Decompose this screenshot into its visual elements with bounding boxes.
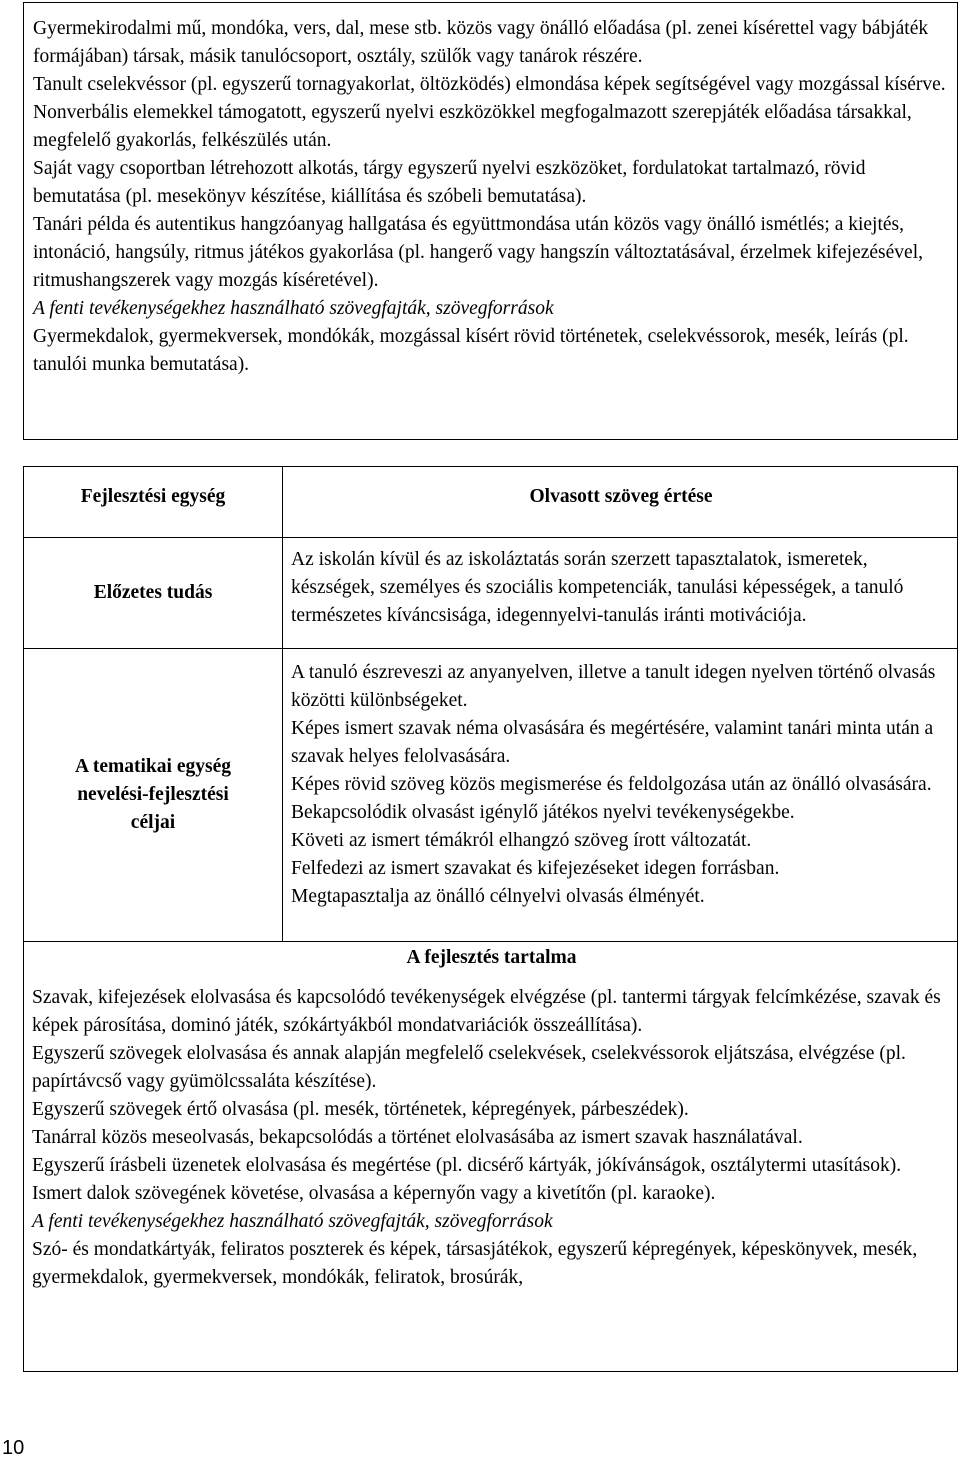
unit-label-cell: [24, 467, 283, 538]
unit-title-cell: [283, 467, 958, 538]
page-number: 10: [2, 1437, 25, 1459]
goal-item: Megtapasztalja az önálló célnyelvi olvasás élményét.: [291, 886, 705, 907]
development-content-cell: [24, 942, 958, 1372]
unit-title: Olvasott szöveg értése: [529, 486, 713, 507]
prior-knowledge-label-cell: [24, 538, 283, 649]
table-row: [24, 942, 958, 1372]
text-types-heading: A fenti tevékenységekhez használható szövegfajták, szövegforrások: [33, 298, 554, 319]
goal-item: Követi az ismert témákról elhangzó szöveg írott változatát.: [291, 830, 752, 851]
paragraph: Gyermekirodalmi mű, mondóka, vers, dal, mese stb. közös vagy önálló előadása (pl. zenei kísérettel vagy bábjáték formájában) társak, másik tanulócsoport, osztály, szülők vagy tanárok részére.: [33, 18, 929, 67]
prior-knowledge-label: Előzetes tudás: [93, 582, 213, 603]
goal-item: Bekapcsolódik olvasást igénylő játékos nyelvi tevékenységekbe.: [291, 802, 795, 823]
goal-item: Felfedezi az ismert szavakat és kifejezéseket idegen forrásban.: [291, 858, 780, 879]
content-item: Ismert dalok szövegének követése, olvasása a képernyőn vagy a kivetítőn (pl. karaoke).: [32, 1183, 716, 1204]
content-item: Egyszerű írásbeli üzenetek elolvasása és megértése (pl. dicsérő kártyák, jókívánságok, osztálytermi utasítások).: [32, 1155, 902, 1176]
prior-knowledge-cell: [283, 538, 958, 649]
content-item: Szavak, kifejezések elolvasása és kapcsolódó tevékenységek elvégzése (pl. tantermi tárgyak felcímkézése, szavak és képek párosítása, dominó játék, szókártyákból mondatvariációk összeállítása).: [32, 987, 941, 1036]
content-item: Tanárral közös meseolvasás, bekapcsolódás a történet elolvasásába az ismert szavak használatával.: [32, 1127, 803, 1148]
table-row: [24, 467, 958, 538]
development-unit-table: [23, 466, 958, 1372]
goal-item: Képes rövid szöveg közös megismerése és feldolgozása után az önálló olvasására.: [291, 774, 932, 795]
table-row: [24, 649, 958, 942]
content-item: Egyszerű szövegek elolvasása és annak alapján megfelelő cselekvések, cselekvéssorok eljátszása, elvégzése (pl. papírtávcső vagy gyümölcssaláta készítése).: [32, 1043, 906, 1092]
content-heading: A fejlesztés tartalma: [406, 947, 577, 968]
content-item: Egyszerű szövegek értő olvasása (pl. mesék, történetek, képregények, párbeszédek).: [32, 1099, 689, 1120]
paragraph: Tanári példa és autentikus hangzóanyag hallgatása és együttmondása után közös vagy önálló ismétlés; a kiejtés, intonáció, hangsúly, ritmus játékos gyakorlása (pl. hangerő vagy hangszín változtatásával, érzelmek kifejezésével, ritmushangszerek vagy mozgás kíséretével).: [33, 214, 924, 291]
unit-label: Fejlesztési egység: [80, 486, 226, 507]
goal-item: A tanuló észreveszi az anyanyelven, illetve a tanult idegen nyelven történő olvasás közötti különbségeket.: [291, 662, 936, 711]
paragraph: Nonverbális elemekkel támogatott, egyszerű nyelvi eszközökkel megfogalmazott szerepjáték előadása társakkal, megfelelő gyakorlás, felkészülés után.: [33, 102, 912, 151]
goals-cell: [283, 649, 958, 942]
text-types-heading: A fenti tevékenységekhez használható szövegfajták, szövegforrások: [32, 1211, 553, 1232]
paragraph: Saját vagy csoportban létrehozott alkotás, tárgy egyszerű nyelvi eszközöket, fordulatokat tartalmazó, rövid bemutatása (pl. mesekönyv készítése, kiállítása és szóbeli bemutatása).: [33, 158, 866, 207]
text-sources: Szó- és mondatkártyák, feliratos poszterek és képek, társasjátékok, egyszerű képregények, képeskönyvek, mesék, gyermekdalok, gyermekversek, mondókák, feliratok, brosúrák,: [32, 1239, 918, 1288]
paragraph: Tanult cselekvéssor (pl. egyszerű tornagyakorlat, öltözködés) elmondása képek segítségével vagy mozgással kísérve.: [33, 74, 946, 95]
text-sources: Gyermekdalok, gyermekversek, mondókák, mozgással kísért rövid történetek, cselekvéssorok, mesék, leírás (pl. tanulói munka bemutatása).: [33, 326, 909, 375]
goal-item: Képes ismert szavak néma olvasására és megértésére, valamint tanári minta után a szavak helyes felolvasására.: [291, 718, 934, 767]
table-row: [24, 538, 958, 649]
goals-label: A tematikai egység nevelési-fejlesztési céljai: [75, 756, 231, 833]
prior-knowledge-text: Az iskolán kívül és az iskoláztatás során szerzett tapasztalatok, ismeretek, készségek, személyes és szociális kompetenciák, tanulási képességek, a tanuló természetes kíváncsisága, idegennyelvi-tanulás iránti motivációja.: [291, 549, 904, 626]
goals-label-cell: [24, 649, 283, 942]
top-activities-box: [23, 2, 958, 440]
